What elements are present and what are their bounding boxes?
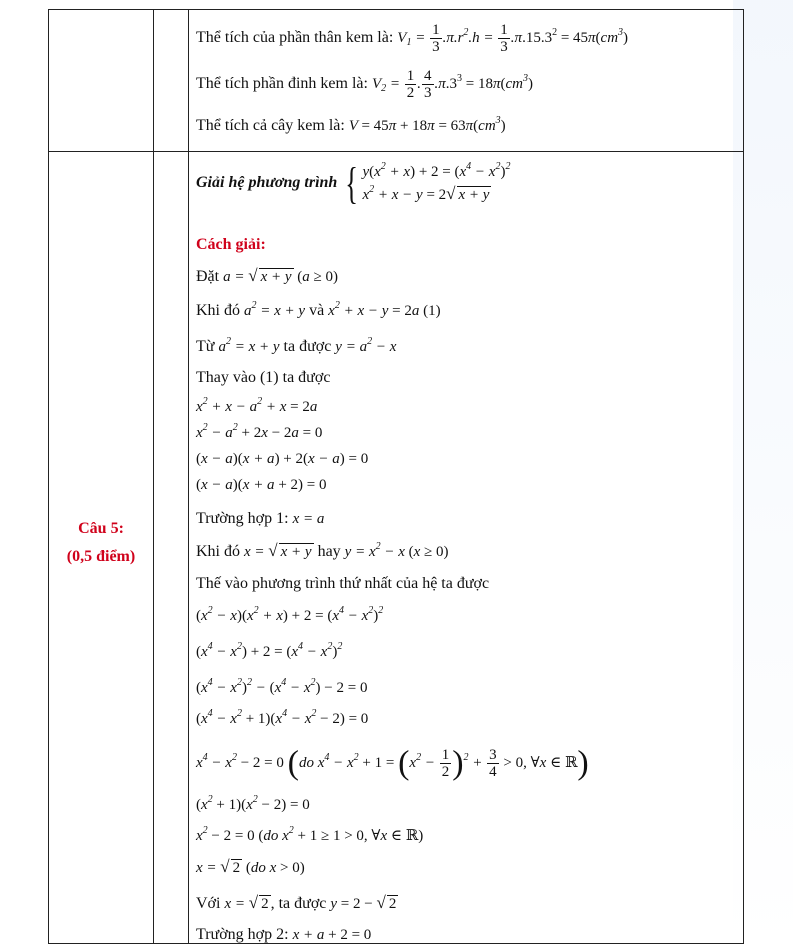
- equation-line: x = √ 2 (do x > 0): [196, 857, 305, 876]
- question-number: Câu 5:: [78, 520, 124, 537]
- case-1-result: Với x = √ 2 , ta được y = 2 − √ 2: [196, 893, 397, 912]
- step-khi-do: Khi đó $a^2 = x + y$ và $x^2 + x - y = 2a$ (1): [196, 300, 441, 319]
- column-divider: [188, 10, 189, 943]
- problem-title: Giải hệ phương trình: [196, 174, 338, 192]
- volume-top-line: Thể tích phần đinh kem là: $V_2$ = $\frac{1}{2}$ . $\frac{4}{3}$ $.\pi.3^3 = 18\pi(cm^3)$: [196, 68, 533, 101]
- solution-table: [48, 9, 744, 944]
- case-1-the-vao: Thế vào phương trình thứ nhất của hệ ta được: [196, 575, 490, 592]
- equation-line: $(x^4 - x^2) + 2 = (x^4 - x^2)^2$: [196, 641, 343, 660]
- volume-total-line: Thể tích cả cây kem là: $V = 45\pi + 18\pi = 63\pi(cm^3)$: [196, 115, 506, 134]
- equation-line: $x^2 + x - a^2 + x = 2a$: [196, 396, 318, 415]
- equation-line: $x^4 - x^2 - 2 = 0$ (do $x^4 - x^2 + 1 = (x^2$ − $\frac{1}{2}$ )$^2$ + $\frac{3}{4}$ > 0, ∀x ∈ ℝ): [196, 744, 589, 782]
- case-1-heading: Trường hợp 1: x = a: [196, 510, 325, 527]
- equation-line: $(x^2 - x)(x^2 + x) + 2 = (x^4 - x^2)^2$: [196, 605, 384, 624]
- volume-body-line: Thể tích của phần thân kem là: $V_1$ = $\frac{1}{3}$ $.\pi.r^2.h$ = $\frac{1}{3}$ $.\pi.15.3^2 = 45\pi(cm^3)$: [196, 22, 629, 55]
- equation-line: $x^2 - 2 = 0$ (do $x^2 + 1 \ge 1 > 0$, ∀x ∈ ℝ): [196, 825, 424, 844]
- question-points: (0,5 điểm): [66, 548, 136, 565]
- question-label: [49, 515, 153, 571]
- equation-line: $(x^4 - x^2 + 1)(x^4 - x^2 - 2) = 0$: [196, 708, 369, 727]
- column-divider: [153, 10, 154, 943]
- row-1-content: [196, 10, 735, 151]
- problem-statement: Giải hệ phương trình { $y(x^2 + x) + 2 = (x^4 - x^2)^2$ $x^2 + x - y = 2√$ x + y: [196, 158, 511, 208]
- equation-line: (x − a)(x + a + 2) = 0: [196, 477, 327, 493]
- equation-line: $(x^2 + 1)(x^2 - 2) = 0$: [196, 794, 310, 813]
- step-tu: Từ $a^2 = x + y$ ta được $y = a^2 - x$: [196, 336, 397, 355]
- step-thay-vao: Thay vào (1) ta được: [196, 369, 331, 386]
- row-2-content: [196, 151, 735, 945]
- solution-heading: Cách giải:: [196, 236, 266, 253]
- case-2-heading: Trường hợp 2: x + a + 2 = 0: [196, 926, 372, 943]
- equation-line: $(x^4 - x^2)^2 - (x^4 - x^2) - 2 = 0$: [196, 677, 368, 696]
- case-1-khi-do: Khi đó x = √ x + y hay $y = x^2 - x$ (x ≥ 0): [196, 541, 449, 560]
- equation-line: (x − a)(x + a) + 2(x − a) = 0: [196, 451, 369, 467]
- step-substitution: Đặt a = √ x + y (a ≥ 0): [196, 266, 338, 285]
- equation-line: $x^2 - a^2 + 2x - 2a = 0$: [196, 422, 323, 441]
